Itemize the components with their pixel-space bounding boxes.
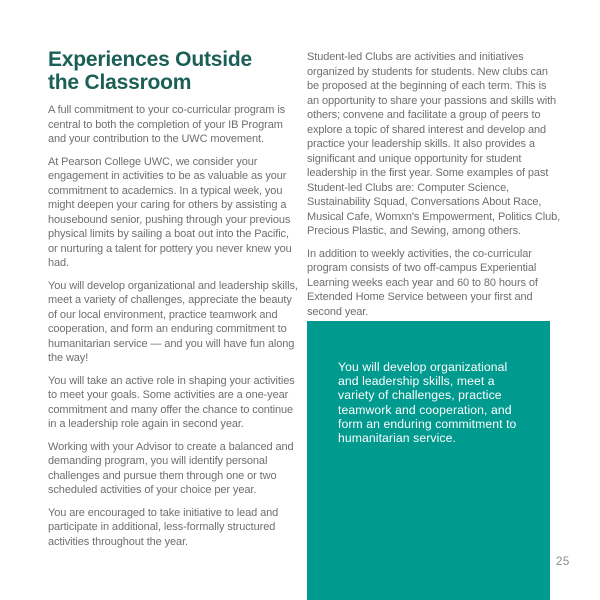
paragraph: You are encouraged to take initiative to lead and participate in additional, less-formally structured activities throughout the year.	[48, 506, 279, 548]
paragraph: A full commitment to your co-curricular program is central to both the completion of your IB Program and your contribution to the UWC movement.	[48, 104, 286, 145]
pull-quote-box	[307, 321, 550, 600]
right-column	[307, 50, 561, 319]
paragraph: At Pearson College UWC, we consider your engagement in activities to be as valuable as your commitment to academics. In a typical week, you might deepen your caring for others by assisting a housebound senior, pushing through your previous physical limits by sailing a boat out into the Pacific, or nurturing a talent for pottery you never knew you had.	[48, 155, 292, 269]
paragraph: Working with your Advisor to create a balanced and demanding program, you will identify personal challenges and pursue them through one or two scheduled activities of your choice per year.	[48, 440, 294, 496]
paragraph: You will develop organizational and leadership skills, meet a variety of challenges, appreciate the beauty of our local environment, practice teamwork and cooperation, and form an enduring commitment to humanitarian service — and you will have fun along the way!	[48, 279, 298, 364]
left-column	[48, 48, 298, 549]
page-number: 25	[556, 556, 570, 568]
paragraph: Student-led Clubs are activities and initiatives organized by students for students. New clubs can be proposed at the beginning of each term. This is an opportunity to share your passions and skills with others; convene and facilitate a group of peers to explore a topic of shared interest and develop and practice your leadership skills. It also provides a significant and unique opportunity for student leadership in the first year. Some examples of past Student-led Clubs are: Computer Science, Sustainability Squad, Conversations About Race, Musical Cafe, Womxn's Empowerment, Politics Club, Precious Plastic, and Sewing, among others.	[307, 51, 561, 237]
paragraph: In addition to weekly activities, the co-curricular program consists of two off-campus Experiential Learning weeks each year and 60 to 80 hours of Extended Home Service between your first and second year.	[307, 247, 538, 318]
page-title: Experiences Outside the Classroom	[48, 48, 252, 94]
paragraph: You will take an active role in shaping your activities to meet your goals. Some activities are a one-year commitment and many offer the chance to continue in a leadership role again in second year.	[48, 374, 295, 430]
pull-quote-text: You will develop organizational and leadership skills, meet a variety of challenges, practice teamwork and cooperation, and form an enduring commitment to humanitarian service.	[338, 360, 517, 446]
